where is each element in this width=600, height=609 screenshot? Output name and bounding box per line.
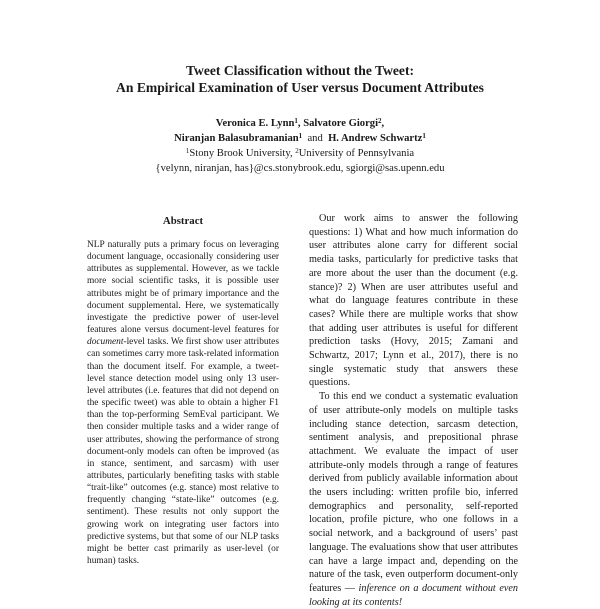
author-block [0, 116, 600, 176]
affiliation-sup-1: 1 [185, 147, 190, 155]
affiliation-line: $^1$Stony Brook University, $^2$University of Pennsylvania [185, 147, 415, 159]
intro-paragraph-2-text: To this end we conduct a systematic evaluation of user attribute-only models on multiple tasks including stance detection, sarcasm detection, sentiment analysis, and prepositional phrase attachment. We evaluate the impact of user attribute-only models through a range of features derived from publicly available information about the users including: written profile bio, inferred demographics and personality, self-reported location, profile picture, who one follows in a social network, and a background of users’ past language. The evaluations show that user attributes can have a large impact and, depending on the nature of the task, even outperform document-only features — [309, 391, 518, 594]
affiliation-2: University of Pennsylvania [298, 148, 415, 159]
title-line-2: An Empirical Examination of User versus Document Attributes [116, 80, 484, 95]
abstract-text-part-2: -level tasks. We first show user attributes can sometimes carry more task-related information than the document itself. For example, a tweet-level stance detection model using only 13 user-level attributes (i.e. features that did not depend on the specific tweet) was able to obtain a higher F1 than the top-performing SemEval participant. We then consider multiple tasks and a wider range of user attributes, showing the performance of strong document-only models can often be improved (as in stance, sentiment, and sarcasm) with user attributes, particularly benefiting tasks with stable “trait-like” outcomes (e.g. stance) most relative to frequently changing “state-like” outcomes (e.g. sentiment). These results not only support the growing work on integrating user factors into predictive systems, but that some of our NLP tasks might be better cast primarily as user-level (or human) tasks. [87, 337, 279, 567]
intro-paragraph-1: Our work aims to answer the following questions: 1) What and how much information do user attributes alone carry for different social media tasks, particularly for predictive tasks that are more about the user than the document (e.g. stance)? 2) When are user attributes useful and what do language features contribute in these cases? While there are multiple works that show that adding user attributes is useful for different prediction tasks (Hovy, 2015; Zamani and Schwartz, 2017; Lynn et al., 2017), there is no single systematic study that answers these questions. [309, 213, 518, 389]
abstract-body [87, 239, 279, 567]
author-name-3: Niranjan Balasubramanian [174, 133, 299, 144]
title-line-1: Tweet Classification without the Tweet: [185, 63, 415, 78]
author-sup-1: 1 [294, 117, 298, 125]
author-name-1: Veronica E. Lynn [215, 118, 295, 129]
abstract-heading: Abstract [162, 215, 204, 227]
left-column [87, 213, 279, 567]
author-line-2 [0, 131, 600, 146]
author-sup-3: 1 [298, 132, 303, 140]
author-name-4: H. Andrew Schwartz [328, 133, 423, 144]
author-emails: {velynn, niranjan, has}@cs.stonybrook.edu, sgiorgi@sas.upenn.edu [155, 163, 445, 174]
right-column [309, 212, 518, 609]
affiliation-1: Stony Brook University [189, 148, 290, 159]
author-separator: , [297, 118, 301, 129]
intro-paragraph-2 [309, 390, 518, 609]
author-sup-2: 2 [378, 117, 382, 125]
author-and: and [307, 133, 323, 144]
author-sup-4: 1 [422, 132, 426, 140]
paper-title [0, 62, 600, 96]
affiliation-sup-2: 2 [295, 147, 299, 155]
abstract-text-part-1: NLP naturally puts a primary focus on leveraging document language, occasionally considering user attributes as supplemental. However, as we tackle more social scientific tasks, it is possible user attributes might be of primary importance and the document supplemental. Here, we systematically investigate the predictive power of user-level features alone versus document-level features for [87, 240, 279, 336]
author-name-2: Salvatore Giorgi [303, 118, 379, 129]
author-separator: , [381, 118, 385, 129]
author-line-1 [0, 116, 600, 131]
intro-paragraph-2-italic: inference on a document without even looking at its contents! [309, 582, 518, 608]
abstract-text-italic: document [87, 337, 124, 348]
